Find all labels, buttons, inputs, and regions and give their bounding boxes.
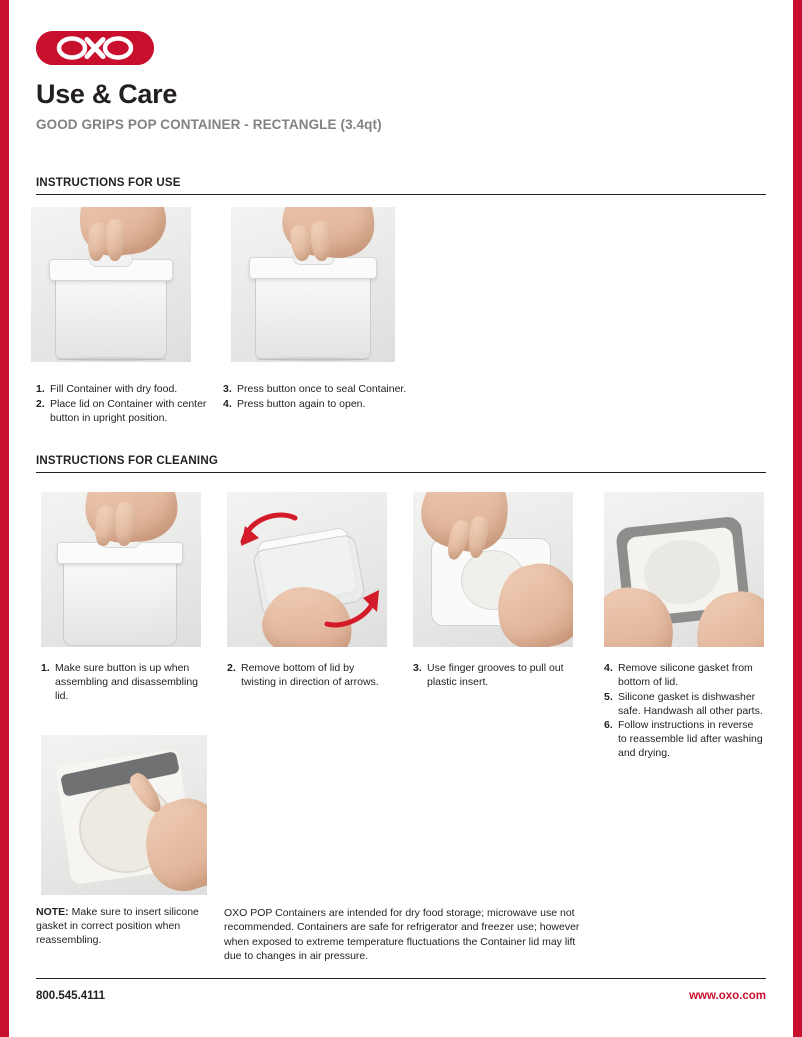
step-number: 4. [223, 397, 232, 410]
disclaimer-text: OXO POP Containers are intended for dry food storage; microwave use not recommended. Containers are safe for refrigerator and freezer use; however when exposed to extreme temperature fluctuations the Container lid may lift due to changes in air pressure. [224, 907, 580, 963]
step-item [223, 383, 423, 397]
steps-cleaning-col2 [227, 662, 392, 691]
section-heading-use: INSTRUCTIONS FOR USE [36, 177, 181, 189]
photo-remove-gasket [604, 492, 764, 647]
note-label: NOTE: [36, 906, 69, 918]
photo-fill-container [31, 207, 191, 362]
step-text: Make sure button is up when assembling and disassembling lid. [55, 662, 198, 702]
note-text: Make sure to insert silicone gasket in correct position when reassembling. [36, 906, 199, 946]
photo-press-button [231, 207, 395, 362]
step-text: Follow instructions in reverse to reassemble lid after washing and drying. [618, 719, 763, 760]
divider-use [36, 194, 766, 195]
step-number: 4. [604, 662, 613, 674]
step-number: 3. [223, 383, 232, 395]
step-number: 6. [604, 719, 613, 732]
photo-insert-gasket [41, 735, 207, 895]
section-heading-cleaning: INSTRUCTIONS FOR CLEANING [36, 455, 218, 467]
divider-footer [36, 978, 766, 979]
step-number: 3. [413, 662, 422, 674]
oxo-logo-icon [36, 31, 154, 65]
step-text: Remove silicone gasket from bottom of lid. [618, 662, 753, 688]
steps-use-left [36, 383, 211, 427]
arrow-clockwise-icon [323, 584, 381, 632]
photo-twist-lid [227, 492, 387, 647]
step-number: 5. [604, 690, 613, 703]
step-item [223, 398, 423, 412]
page-title: Use & Care [36, 79, 178, 109]
step-number: 2. [227, 662, 236, 674]
step-item [604, 691, 764, 719]
step-text: Press button again to open. [237, 397, 366, 410]
step-text: Press button once to seal Container. [237, 383, 407, 395]
note-block [36, 906, 206, 948]
footer-phone: 800.545.4111 [36, 990, 106, 1002]
footer-website[interactable]: www.oxo.com [689, 990, 766, 1002]
step-text: Remove bottom of lid by twisting in direction of arrows. [241, 662, 379, 688]
step-item [41, 662, 201, 704]
step-text: Fill Container with dry food. [50, 383, 178, 395]
right-red-bar [793, 0, 802, 1037]
left-red-bar [0, 0, 9, 1037]
step-text: Place lid on Container with center button in upright position. [50, 397, 207, 424]
step-number: 1. [36, 383, 45, 395]
step-text: Use finger grooves to pull out plastic insert. [427, 662, 564, 688]
step-item [227, 662, 392, 690]
oxo-logo [36, 31, 154, 65]
step-number: 2. [36, 397, 45, 410]
arrow-counterclockwise-icon [239, 508, 299, 552]
step-item [604, 719, 764, 761]
photo-finger-grooves [413, 492, 573, 647]
divider-cleaning [36, 472, 766, 473]
steps-cleaning-col1 [41, 662, 201, 705]
step-text: Silicone gasket is dishwasher safe. Handwash all other parts. [618, 690, 763, 717]
step-item [413, 662, 578, 690]
steps-cleaning-col4 [604, 662, 764, 762]
steps-use-right [223, 383, 423, 413]
steps-cleaning-col3 [413, 662, 578, 691]
photo-button-up [41, 492, 201, 647]
step-item [604, 662, 764, 690]
logo-pill [36, 31, 154, 65]
page-subtitle: GOOD GRIPS POP CONTAINER - RECTANGLE (3.4qt) [36, 117, 382, 132]
step-item [36, 383, 211, 397]
step-item [36, 398, 211, 426]
step-number: 1. [41, 662, 50, 674]
